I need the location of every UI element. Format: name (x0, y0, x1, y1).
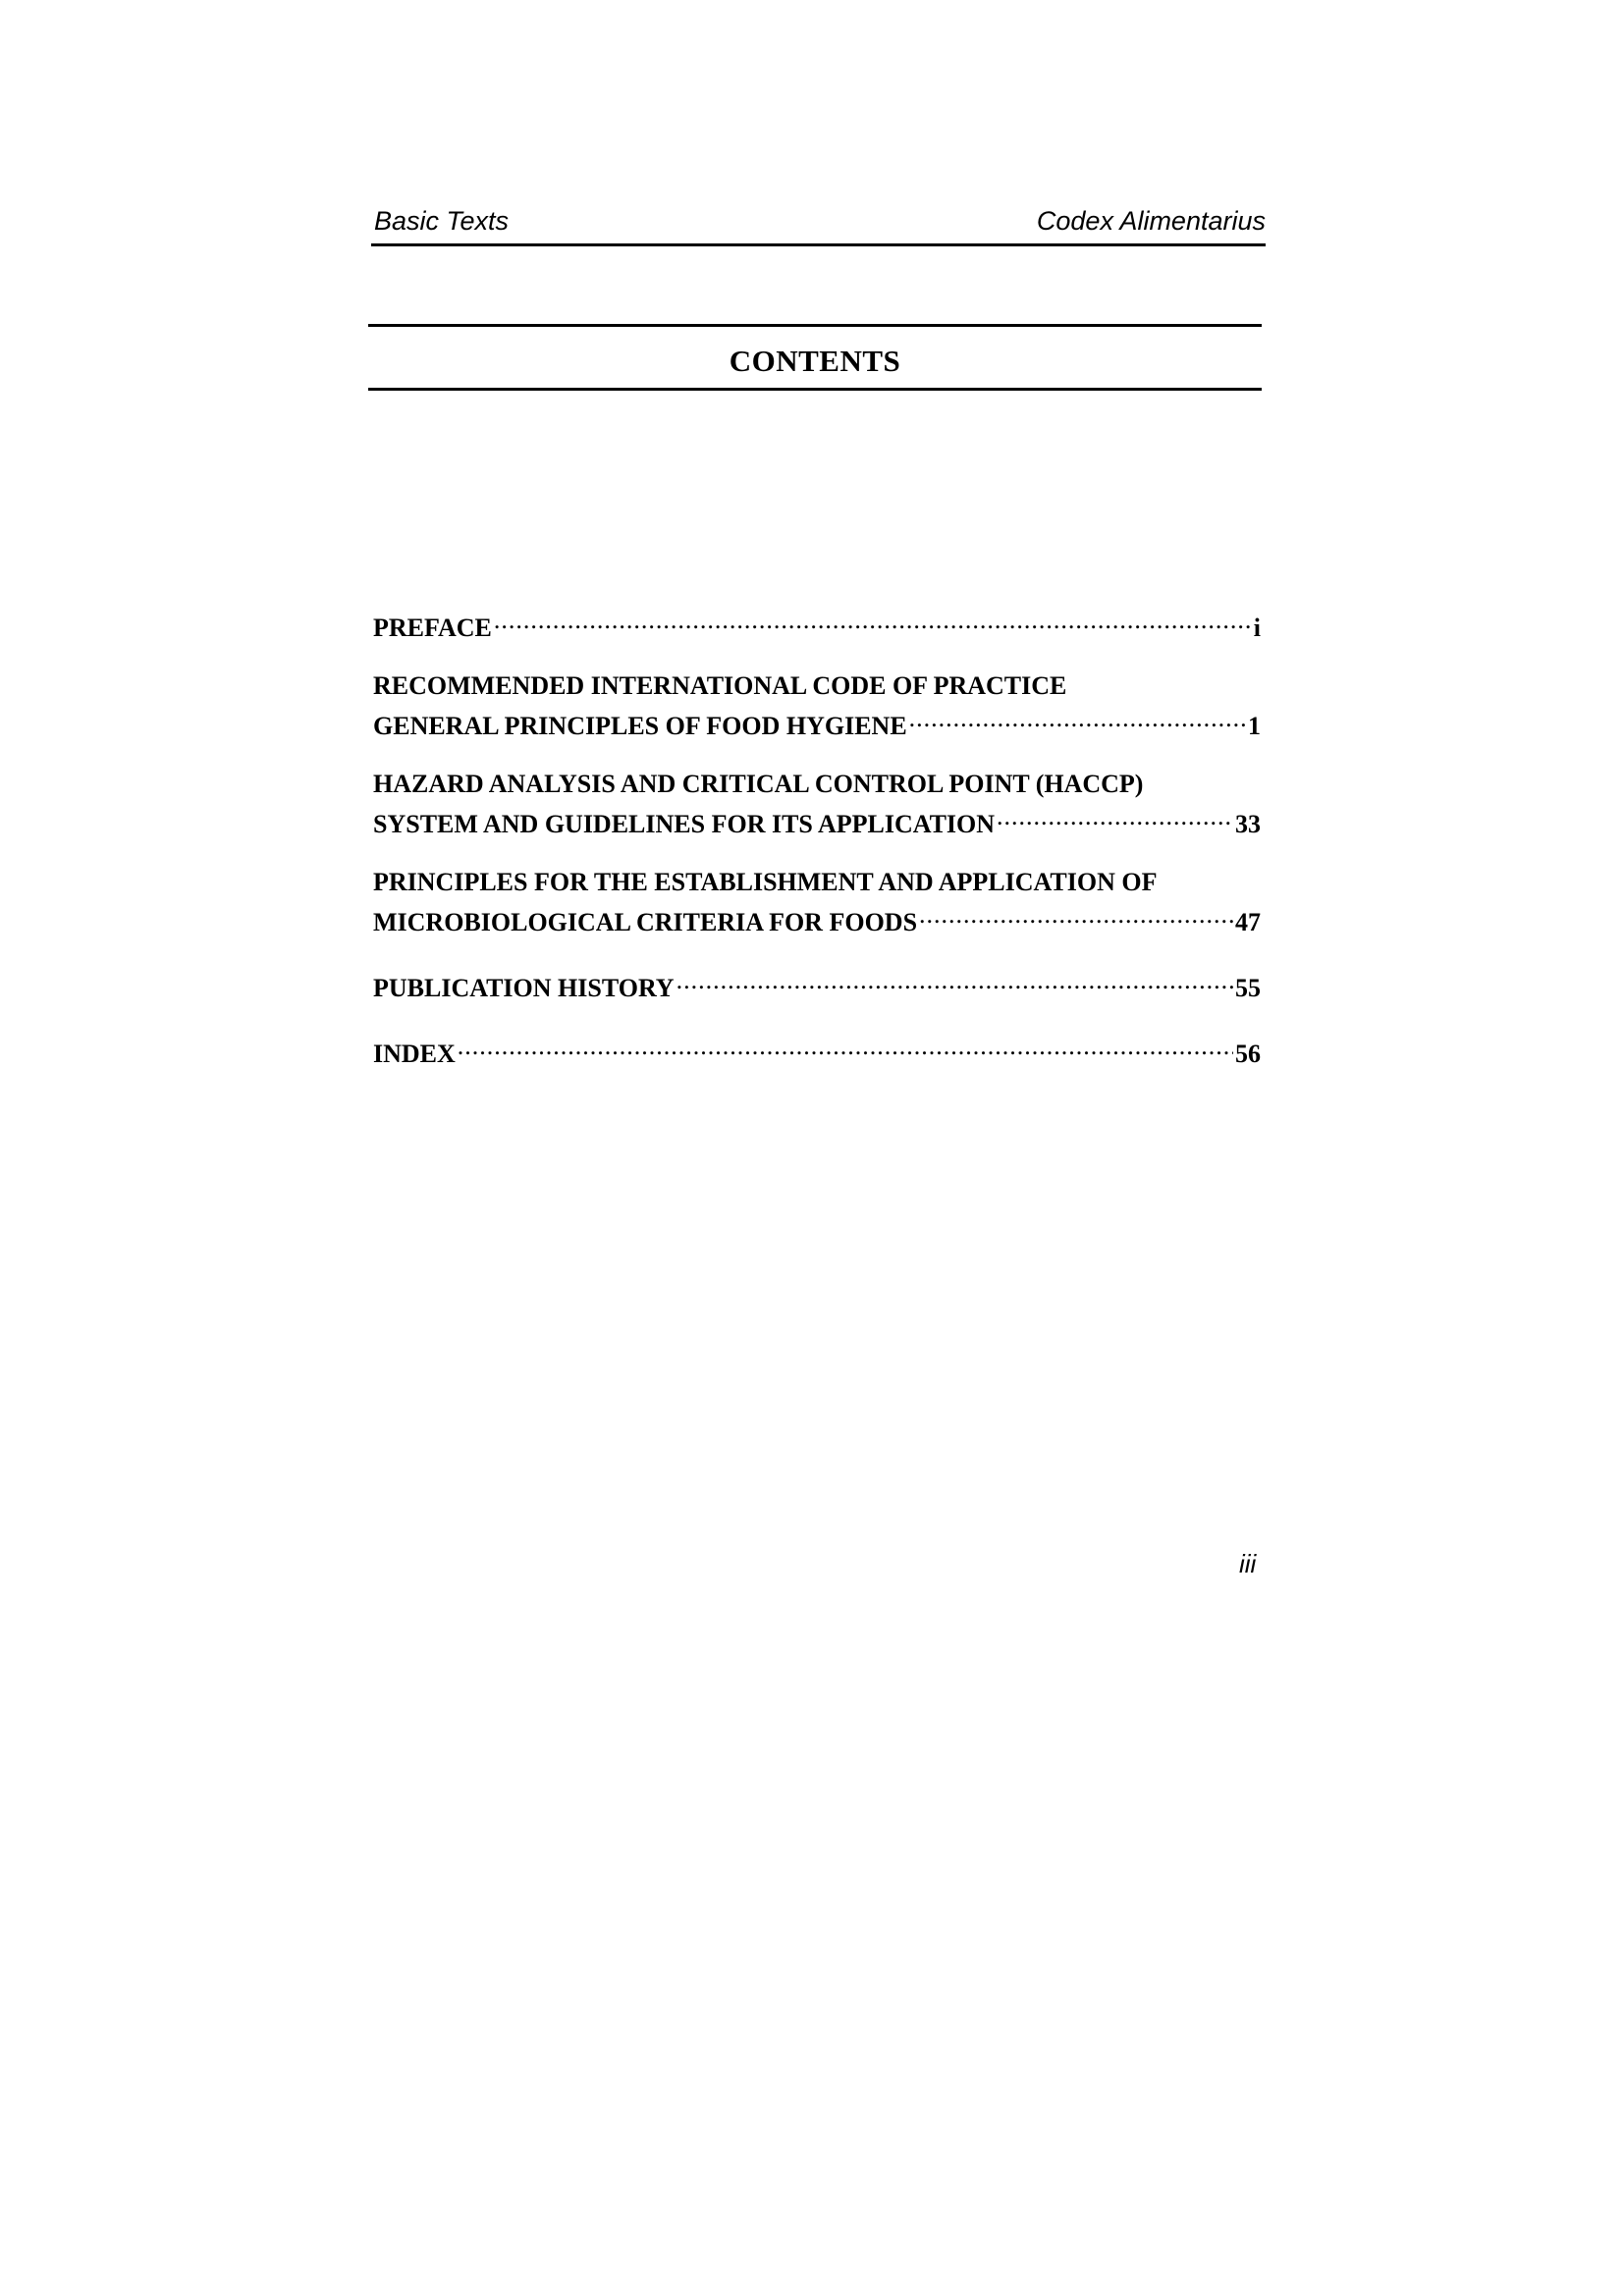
toc-entry-food-hygiene[interactable] (373, 669, 1261, 740)
page-number: iii (1239, 1549, 1257, 1578)
dot-leader (997, 800, 1233, 832)
toc-page-number: 33 (1235, 810, 1261, 838)
toc-entry-preface[interactable] (373, 604, 1261, 642)
toc-page-number: i (1253, 614, 1261, 642)
contents-title-box (368, 324, 1262, 391)
dot-leader (919, 898, 1233, 931)
toc-entry-haccp[interactable] (373, 768, 1261, 838)
dot-leader (909, 702, 1246, 734)
toc-page-number: 55 (1235, 974, 1261, 1002)
toc-entry-label: GENERAL PRINCIPLES OF FOOD HYGIENE (373, 712, 907, 740)
toc-page-number: 56 (1235, 1040, 1261, 1068)
header-right-text: Codex Alimentarius (1036, 206, 1266, 236)
toc-page-number: 1 (1248, 712, 1261, 740)
toc-entry-label: MICROBIOLOGICAL CRITERIA FOR FOODS (373, 908, 918, 936)
toc-entry-microbiological-criteria[interactable] (373, 866, 1261, 936)
toc-entry-publication-history[interactable] (373, 964, 1261, 1002)
dot-leader (494, 604, 1252, 636)
page-title: CONTENTS (729, 344, 901, 378)
toc-entry-label: HAZARD ANALYSIS AND CRITICAL CONTROL POINT (HACCP) (373, 770, 1144, 798)
toc-entry-label: RECOMMENDED INTERNATIONAL CODE OF PRACTICE (373, 671, 1067, 700)
running-header (371, 204, 1266, 246)
toc-entry-label: PREFACE (373, 614, 492, 642)
dot-leader (676, 964, 1233, 996)
toc-page-number: 47 (1235, 908, 1261, 936)
toc-entry-label: PRINCIPLES FOR THE ESTABLISHMENT AND APPLICATION OF (373, 868, 1158, 896)
toc-entry-label: PUBLICATION HISTORY (373, 974, 675, 1002)
table-of-contents (373, 604, 1261, 1095)
toc-entry-index[interactable] (373, 1030, 1261, 1068)
dot-leader (458, 1030, 1233, 1062)
toc-entry-label: INDEX (373, 1040, 456, 1068)
header-left-text: Basic Texts (374, 206, 510, 236)
toc-entry-label: SYSTEM AND GUIDELINES FOR ITS APPLICATION (373, 810, 996, 838)
